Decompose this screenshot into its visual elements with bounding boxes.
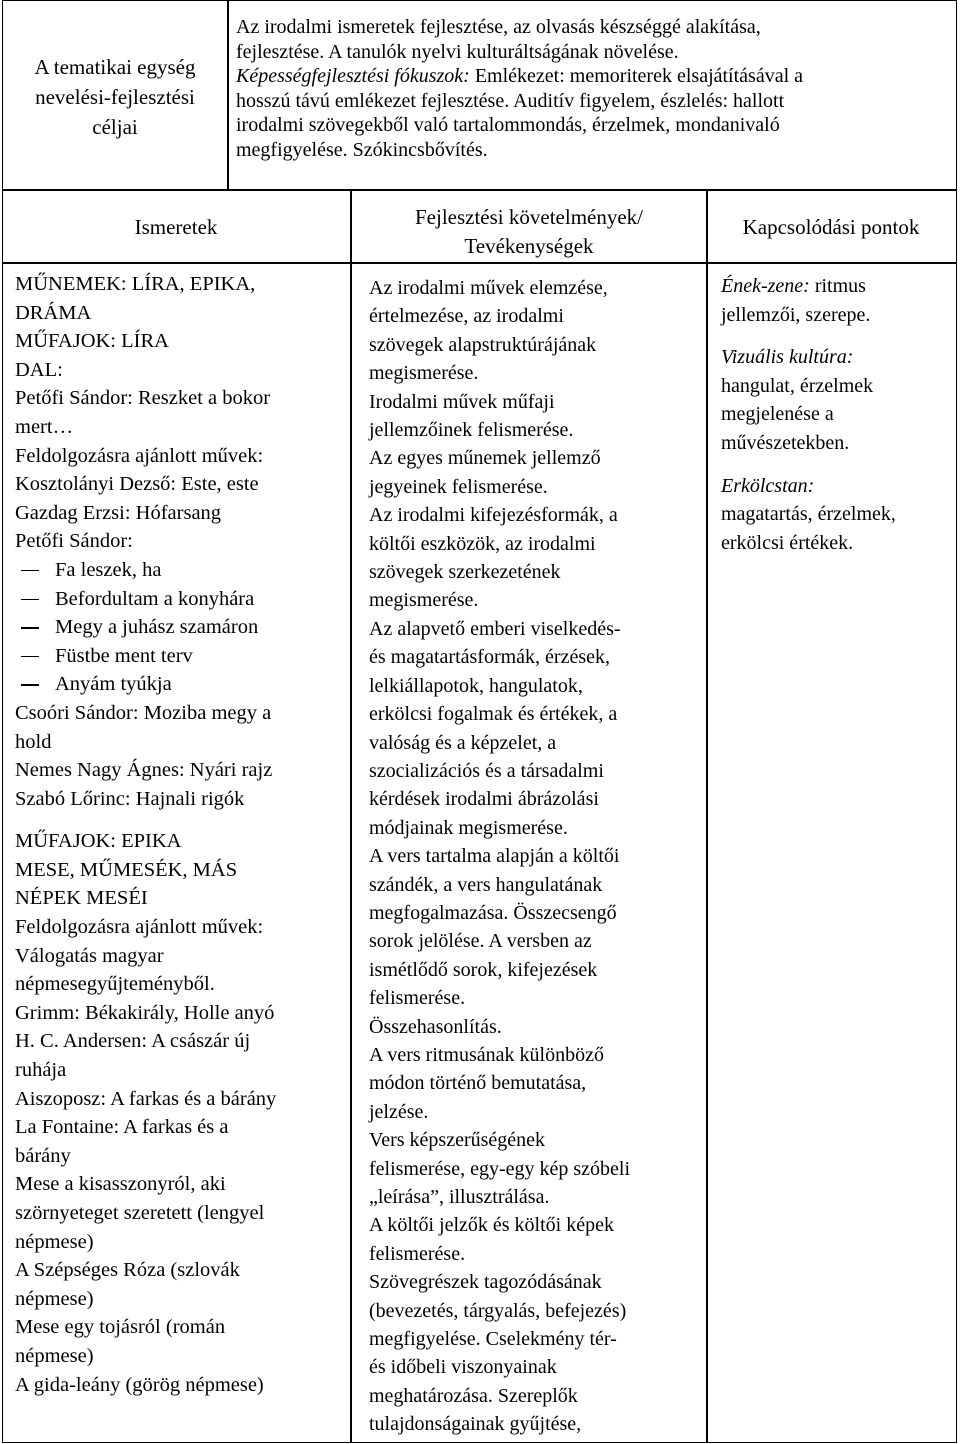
goals-text-line: [236, 64, 954, 89]
tevekenyseg-line: szövegek alapstruktúrájának: [369, 333, 597, 356]
row-divider-header: [2, 262, 957, 264]
tevekenyseg-line: jellemzőinek felismerése.: [369, 419, 574, 442]
header-line: Tevékenységek: [464, 234, 594, 258]
ismeretek-line: La Fontaine: A farkas és a: [15, 1116, 229, 1139]
kapcsolodasi-pont: [721, 472, 953, 558]
ismeretek-line: MESE, MŰMESÉK, MÁS: [15, 858, 238, 881]
column-divider-1: [350, 189, 352, 1443]
tevekenyseg-line: Az irodalmi kifejezésformák, a: [369, 504, 618, 527]
header-kapcsolodasi-pontok: [708, 213, 954, 242]
goals-text-run: Emlékezet: memoriterek elsajátításával a: [469, 65, 804, 87]
goals-text-run: megfigyelése. Szókincsbővítés.: [236, 138, 488, 161]
tevekenyseg-line: erkölcsi fogalmak és értékek, a: [369, 703, 618, 726]
goals-text-line: [236, 15, 954, 40]
kapcsolodasi-run: művészetekben.: [721, 431, 850, 454]
kapcsolodasi-line: [721, 372, 953, 401]
ismeretek-line: Mese egy tojásról (román: [15, 1316, 226, 1339]
ismeretek-line: Gazdag Erzsi: Hófarsang: [15, 501, 222, 524]
goals-text-run: fejlesztése. A tanulók nyelvi kulturáltságának növelése.: [236, 40, 679, 63]
kapcsolodasi-line: [721, 400, 953, 429]
ismeretek-line: Feldolgozásra ajánlott művek:: [15, 444, 264, 467]
ismeretek-line: Feldolgozásra ajánlott művek:: [15, 916, 264, 939]
kapcsolodasi-run: Ének-zene:: [721, 275, 810, 297]
tevekenyseg-line: szándék, a vers hangulatának: [369, 873, 603, 896]
dash-bullet: [21, 627, 39, 628]
tevekenyseg-line: és időbeli viszonyainak: [369, 1356, 557, 1379]
ismeretek-line: ruhája: [15, 1059, 67, 1082]
dash-list-item: [15, 556, 350, 585]
tevekenyseg-line: szocializációs és a társadalmi: [369, 759, 604, 782]
dash-list-item: [15, 613, 350, 642]
goals-text-line: [236, 40, 954, 65]
tevekenyseg-line: jegyeinek felismerése.: [369, 475, 548, 498]
goals-text-line: [236, 89, 954, 114]
row-divider-top: [2, 189, 957, 191]
tevekenyseg-line: Vers képszerűségének: [369, 1129, 546, 1152]
tevekenyseg-line: ismétlődő sorok, kifejezések: [369, 958, 598, 981]
tevekenyseg-line: Irodalmi művek műfaji: [369, 390, 555, 413]
tevekenyseg-line: A vers tartalma alapján a költői: [369, 845, 620, 868]
goals-label: [4, 52, 226, 142]
ismeretek-line: Grimm: Békakirály, Holle anyó: [15, 1001, 275, 1024]
kapcsolodasi-line: [721, 472, 953, 501]
ismeretek-line: MŰFAJOK: EPIKA: [15, 830, 182, 853]
kapcsolodasi-line: [721, 301, 953, 330]
goals-text-run: hosszú távú emlékezet fejlesztése. Auditív figyelem, észlelés: hallott: [236, 89, 785, 112]
dash-bullet: [21, 684, 39, 685]
tevekenyseg-line: jelzése.: [369, 1100, 429, 1123]
ismeretek-line: népmese): [15, 1230, 94, 1253]
kapcsolodasi-run: ritmus: [809, 275, 866, 297]
tevekenyseg-line: szövegek szerkezetének: [369, 561, 561, 584]
tevekenyseg-line: és magatartásformák, érzések,: [369, 646, 610, 669]
kapcsolodasi-pont: [721, 343, 953, 457]
kapcsolodasi-pont: [721, 272, 953, 329]
header-ismeretek: [4, 213, 348, 242]
goals-label-line: A tematikai egység: [34, 55, 196, 79]
goals-text: [236, 15, 954, 162]
section-gap: [15, 813, 350, 827]
tevekenyseg-line: Az alapvető emberi viselkedés-: [369, 617, 621, 640]
ismeretek-line: Csoóri Sándor: Moziba megy a: [15, 701, 272, 724]
kapcsolodasi-run: jellemzői, szerepe.: [721, 303, 871, 326]
goals-text-line: [236, 113, 954, 138]
kapcsolodasi-run: Vizuális kultúra:: [721, 346, 854, 369]
kapcsolodasi-line: [721, 429, 953, 458]
ismeretek-line: hold: [15, 730, 52, 753]
goals-label-line: nevelési-fejlesztési: [35, 85, 195, 109]
ismeretek-line: Petőfi Sándor:: [15, 530, 133, 553]
ismeretek-line: Válogatás magyar: [15, 944, 164, 967]
ismeretek-line: A Szépséges Róza (szlovák: [15, 1259, 240, 1282]
ismeretek-line: NÉPEK MESÉI: [15, 887, 148, 910]
column-divider-2: [706, 189, 708, 1443]
tevekenyseg-line: felismerése, egy-egy kép szóbeli: [369, 1157, 631, 1180]
kapcsolodasi-run: megjelenése a: [721, 403, 834, 426]
dash-item-text: Füstbe ment terv: [55, 644, 193, 667]
ismeretek-column: [15, 270, 350, 1399]
dash-bullet: [21, 599, 39, 600]
ismeretek-line: Szabó Lőrinc: Hajnali rigók: [15, 787, 245, 810]
goals-text-run: irodalmi szövegekből való tartalommondás, érzelmek, mondanivaló: [236, 114, 780, 136]
kapcsolodasi-run: magatartás, érzelmek,: [721, 503, 896, 526]
ismeretek-line: Aiszoposz: A farkas és a bárány: [15, 1087, 277, 1110]
kapcsolodasi-line: [721, 272, 953, 301]
header-fejlesztesi-kovetelmenyek: [352, 203, 706, 261]
dash-item-text: Befordultam a konyhára: [55, 587, 255, 610]
kapcsolodasi-run: Erkölcstan:: [721, 474, 815, 497]
kapcsolodasi-line: [721, 529, 953, 558]
tevekenyseg-line: A vers ritmusának különböző: [369, 1043, 604, 1066]
dash-item-text: Megy a juhász szamáron: [55, 616, 259, 639]
header-line: Fejlesztési követelmények/: [414, 205, 644, 229]
tevekenyseg-line: értelmezése, az irodalmi: [369, 305, 564, 328]
ismeretek-line: DAL:: [15, 358, 63, 381]
header-line: Ismeretek: [134, 215, 218, 239]
dash-list-item: [15, 670, 350, 699]
tevekenyseg-line: meghatározása. Szereplők: [369, 1384, 578, 1407]
dash-bullet: [21, 656, 39, 657]
goals-text-run: Az irodalmi ismeretek fejlesztése, az olvasás készséggé alakítása,: [236, 16, 761, 38]
dash-list-item: [15, 642, 350, 671]
tevekenyseg-line: felismerése.: [369, 987, 466, 1010]
tevekenyseg-line: tulajdonságainak gyűjtése,: [369, 1413, 582, 1436]
tevekenyseg-line: Összehasonlítás.: [369, 1015, 502, 1038]
ismeretek-line: MŰNEMEK: LÍRA, EPIKA,: [15, 273, 256, 295]
tevekenyseg-line: A költői jelzők és költői képek: [369, 1214, 614, 1237]
tevekenyseg-line: megismerése.: [369, 362, 479, 385]
ismeretek-line: népmese): [15, 1344, 94, 1367]
kapcsolodasi-run: hangulat, érzelmek: [721, 374, 874, 397]
tevekenyseg-line: Szövegrészek tagozódásának: [369, 1271, 602, 1294]
tevekenyseg-line: módjainak megismerése.: [369, 816, 568, 839]
tevekenysegek-column: [369, 274, 704, 1439]
goals-text-run: Képességfejlesztési fókuszok:: [236, 65, 470, 87]
goals-text-line: [236, 138, 954, 163]
ismeretek-line: A gida-leány (görög népmese): [15, 1373, 264, 1396]
ismeretek-line: szörnyeteget szeretett (lengyel: [15, 1202, 265, 1224]
dash-item-text: Anyám tyúkja: [55, 673, 172, 696]
dash-item-text: Fa leszek, ha: [55, 558, 162, 581]
tevekenyseg-line: lelkiállapotok, hangulatok,: [369, 674, 583, 697]
kapcsolodasi-run: erkölcsi értékek.: [721, 531, 854, 554]
kapcsolodasi-pontok-column: [721, 272, 953, 571]
tevekenyseg-line: sorok jelölése. A versben az: [369, 930, 592, 953]
tevekenyseg-line: megfogalmazása. Összecsengő: [369, 901, 617, 924]
goals-label-line: céljai: [92, 115, 138, 139]
ismeretek-line: népmese): [15, 1287, 94, 1310]
ismeretek-line: Nemes Nagy Ágnes: Nyári rajz: [15, 759, 273, 782]
tevekenyseg-line: módon történő bemutatása,: [369, 1072, 587, 1095]
tevekenyseg-line: Az egyes műnemek jellemző: [369, 447, 601, 470]
ismeretek-line: MŰFAJOK: LÍRA: [15, 330, 169, 353]
kapcsolodasi-line: [721, 343, 953, 372]
dash-bullet: [21, 570, 39, 571]
tevekenyseg-line: költői eszközök, az irodalmi: [369, 532, 596, 555]
goals-divider: [227, 0, 229, 190]
dash-list-item: [15, 585, 350, 614]
ismeretek-line: Mese a kisasszonyról, aki: [15, 1173, 226, 1196]
tevekenyseg-line: megfigyelése. Cselekmény tér-: [369, 1328, 617, 1351]
ismeretek-line: H. C. Andersen: A császár új: [15, 1030, 251, 1053]
header-line: Kapcsolódási pontok: [742, 215, 920, 239]
tevekenyseg-line: (bevezetés, tárgyalás, befejezés): [369, 1299, 627, 1322]
kapcsolodasi-line: [721, 500, 953, 529]
tevekenyseg-line: megismerése.: [369, 589, 479, 612]
tevekenyseg-line: felismerése.: [369, 1242, 466, 1265]
ismeretek-line: bárány: [15, 1144, 71, 1167]
tevekenyseg-line: kérdések irodalmi ábrázolási: [369, 788, 599, 811]
ismeretek-line: Kosztolányi Dezső: Este, este: [15, 473, 259, 496]
ismeretek-line: népmesegyűjteményből.: [15, 973, 215, 996]
tevekenyseg-line: Az irodalmi művek elemzése,: [369, 277, 608, 299]
ismeretek-line: DRÁMA: [15, 301, 92, 324]
tevekenyseg-line: „leírása”, illusztrálása.: [369, 1186, 550, 1208]
ismeretek-line: mert…: [15, 415, 74, 438]
tevekenyseg-line: valóság és a képzelet, a: [369, 731, 557, 754]
ismeretek-line: Petőfi Sándor: Reszket a bokor: [15, 387, 271, 410]
